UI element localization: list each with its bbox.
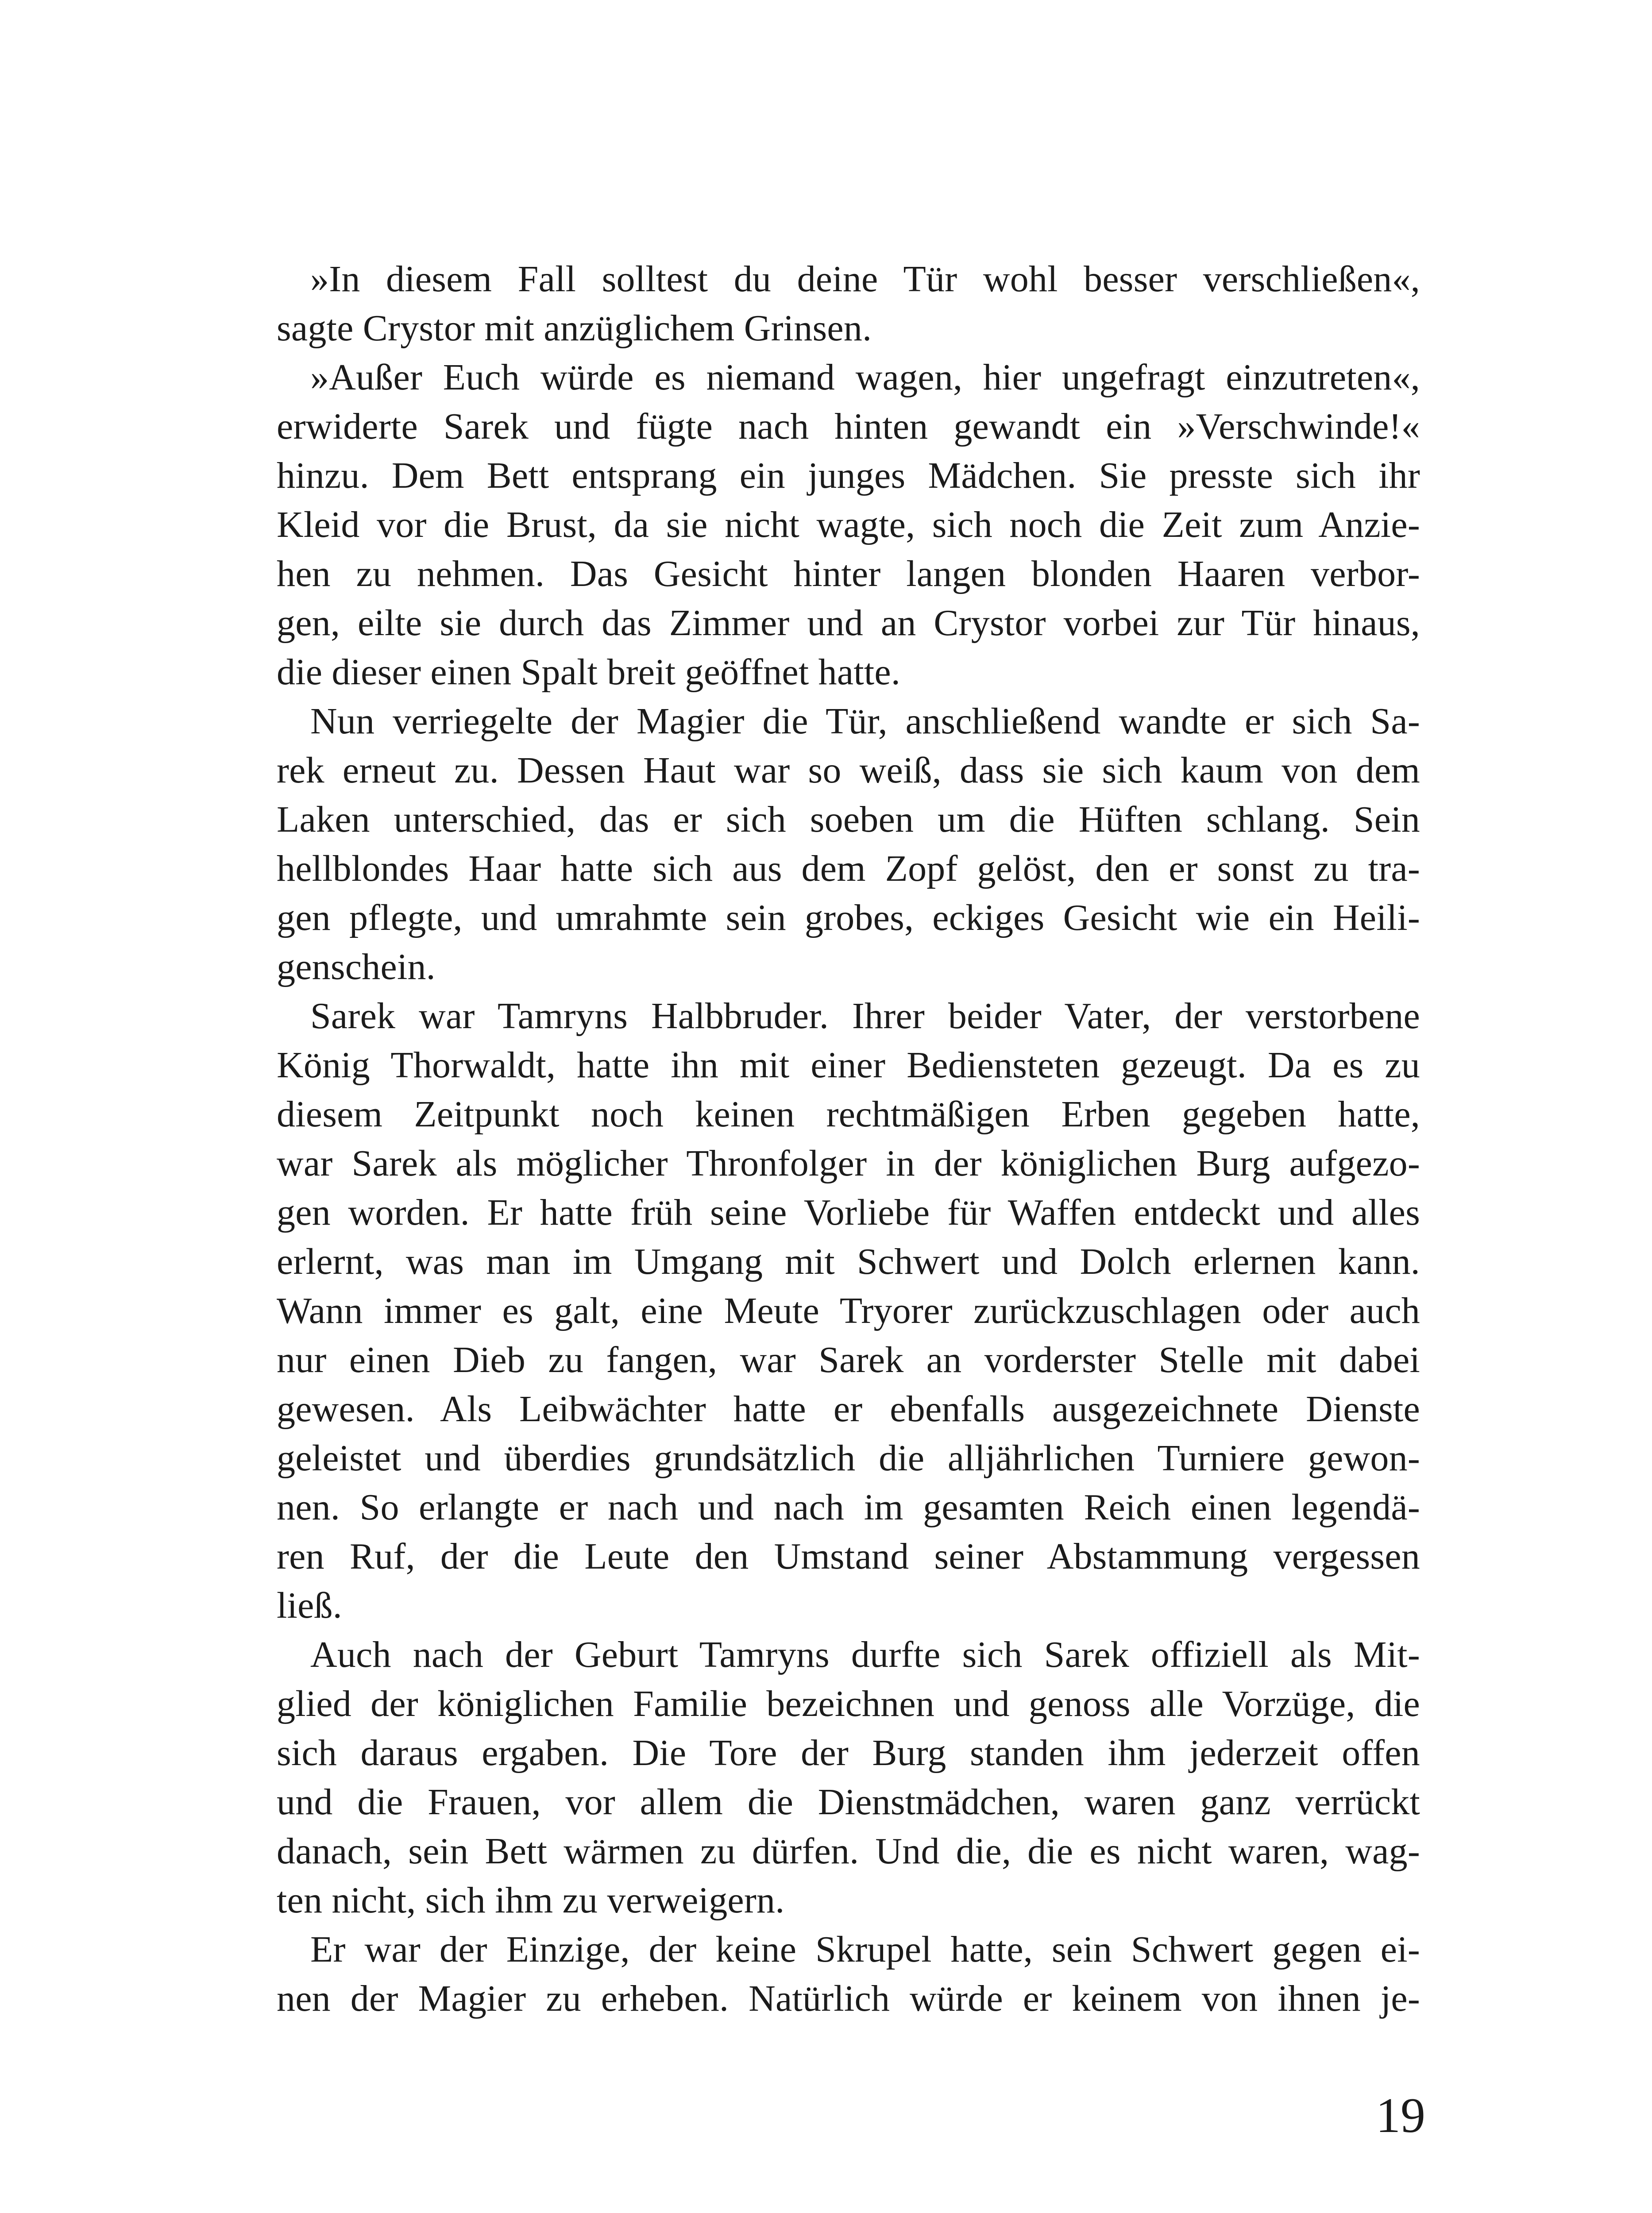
text-line: sagte Crystor mit anzüglichem Grinsen. (277, 308, 872, 349)
text-line: genschein. (277, 946, 436, 987)
text-line: gewesen. Als Leibwächter hatte er ebenfalls ausgezeichnete Dienste (277, 1388, 1420, 1430)
text-line: nen. So erlangte er nach und nach im gesamten Reich einen legendä- (277, 1487, 1420, 1528)
text-line: gen pflegte, und umrahmte sein grobes, eckiges Gesicht wie ein Heili- (277, 897, 1420, 938)
text-line: hellblondes Haar hatte sich aus dem Zopf gelöst, den er sonst zu tra- (277, 848, 1420, 889)
text-line: glied der königlichen Familie bezeichnen und genoss alle Vorzüge, die (277, 1683, 1420, 1724)
text-line: nen der Magier zu erheben. Natürlich würde er keinem von ihnen je- (277, 1978, 1420, 2019)
text-line: und die Frauen, vor allem die Dienstmädchen, waren ganz verrückt (277, 1781, 1420, 1823)
text-line: nur einen Dieb zu fangen, war Sarek an vorderster Stelle mit dabei (277, 1339, 1420, 1380)
text-line: ten nicht, sich ihm zu verweigern. (277, 1880, 785, 1921)
text-line: hen zu nehmen. Das Gesicht hinter langen blonden Haaren verbor- (277, 553, 1420, 594)
text-line: Nun verriegelte der Magier die Tür, anschließend wandte er sich Sa- (310, 701, 1420, 742)
text-line: Wann immer es galt, eine Meute Tryorer zurückzuschlagen oder auch (277, 1290, 1420, 1331)
text-line: gen, eilte sie durch das Zimmer und an Crystor vorbei zur Tür hinaus, (277, 602, 1420, 644)
text-line: gen worden. Er hatte früh seine Vorliebe für Waffen entdeckt und alles (277, 1192, 1420, 1233)
text-line: Er war der Einzige, der keine Skrupel hatte, sein Schwert gegen ei- (310, 1929, 1420, 1970)
text-line: Auch nach der Geburt Tamryns durfte sich Sarek offiziell als Mit- (310, 1634, 1420, 1675)
text-line: diesem Zeitpunkt noch keinen rechtmäßigen Erben gegeben hatte, (277, 1094, 1420, 1135)
text-line: König Thorwaldt, hatte ihn mit einer Bediensteten gezeugt. Da es zu (277, 1045, 1420, 1086)
page-number: 19 (1376, 2088, 1425, 2143)
text-line: sich daraus ergaben. Die Tore der Burg standen ihm jederzeit offen (277, 1732, 1420, 1773)
text-line: die dieser einen Spalt breit geöffnet hatte. (277, 652, 901, 693)
text-line: danach, sein Bett wärmen zu dürfen. Und die, die es nicht waren, wag- (277, 1831, 1420, 1872)
text-line: geleistet und überdies grundsätzlich die alljährlichen Turniere gewon- (277, 1438, 1420, 1479)
text-line: erwiderte Sarek und fügte nach hinten gewandt ein »Verschwinde!« (277, 406, 1420, 447)
text-line: hinzu. Dem Bett entsprang ein junges Mädchen. Sie presste sich ihr (277, 455, 1420, 496)
text-line: ließ. (277, 1585, 342, 1626)
text-line: »In diesem Fall solltest du deine Tür wohl besser verschließen«, (310, 258, 1420, 300)
text-line: erlernt, was man im Umgang mit Schwert und Dolch erlernen kann. (277, 1241, 1420, 1282)
text-line: ren Ruf, der die Leute den Umstand seiner Abstammung vergessen (277, 1536, 1420, 1577)
text-line: Laken unterschied, das er sich soeben um die Hüften schlang. Sein (277, 799, 1420, 840)
text-line: rek erneut zu. Dessen Haut war so weiß, dass sie sich kaum von dem (277, 750, 1420, 791)
body-text (277, 254, 1420, 2023)
text-line: Sarek war Tamryns Halbbruder. Ihrer beider Vater, der verstorbene (310, 995, 1420, 1037)
text-line: war Sarek als möglicher Thronfolger in der königlichen Burg aufgezo- (277, 1143, 1420, 1184)
text-line: Kleid vor die Brust, da sie nicht wagte, sich noch die Zeit zum Anzie- (277, 504, 1420, 545)
text-line: »Außer Euch würde es niemand wagen, hier ungefragt einzutreten«, (310, 357, 1420, 398)
